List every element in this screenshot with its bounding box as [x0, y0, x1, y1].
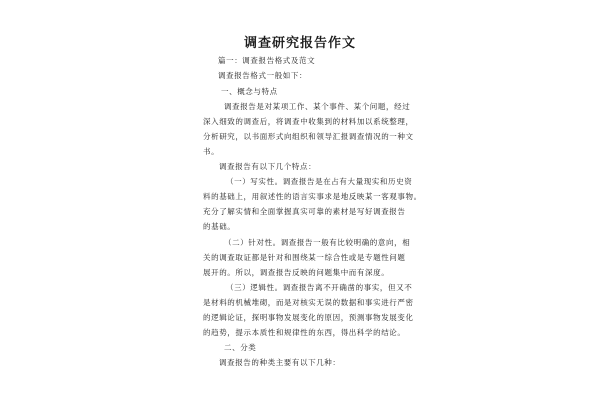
document-line: 的逻辑论证，探明事物发展变化的原因，预测事物发展变化	[203, 313, 414, 322]
document-line: 调查报告格式一般如下：	[218, 71, 308, 80]
document-line: （二）针对性。调查报告一般有比较明确的意向，相	[224, 238, 411, 247]
document-line: 展开的。所以，调查报告反映的问题集中而有深度。	[203, 268, 390, 277]
document-line: 料的基础上，用叙述性的语言实事求是地反映某一客观事物。	[203, 192, 422, 201]
document-line: 一、概念与特点	[221, 87, 278, 96]
document-line: 充分了解实情和全面掌握真实可靠的素材是写好调查报告	[203, 207, 406, 216]
document-line: 分析研究，以书面形式向组织和领导汇报调查情况的一种文	[203, 132, 414, 141]
document-line: 关的调查取证都是针对和围绕某一综合性或是专题性问题	[203, 253, 406, 262]
document-line: 的基础。	[203, 222, 236, 231]
document-line: 深入细致的调查后，将调查中收集到的材料加以系统整理，	[203, 117, 414, 126]
document-line: （三）逻辑性。调查报告离不开确凿的事实，但又不	[226, 283, 413, 292]
document-line: 调查报告是对某项工作、某个事件、某个问题，经过	[224, 102, 411, 111]
document-line: （一）写实性。调查报告是在占有大量现实和历史资	[226, 177, 413, 186]
document-line: 调查报告有以下几个特点：	[219, 162, 317, 171]
document-line: 篇一：调查报告格式及范文	[218, 56, 316, 65]
document-line: 的趋势，提示本质性和规律性的东西，得出科学的结论。	[203, 328, 406, 337]
document-title: 调查研究报告作文	[243, 36, 356, 51]
document-line: 调查报告的种类主要有以下几种：	[219, 358, 341, 367]
document-line: 是材料的机械堆砌，而是对核实无误的数据和事实进行严密	[203, 298, 414, 307]
document-line: 二、分类	[224, 343, 257, 352]
document-line: 书。	[203, 147, 220, 156]
